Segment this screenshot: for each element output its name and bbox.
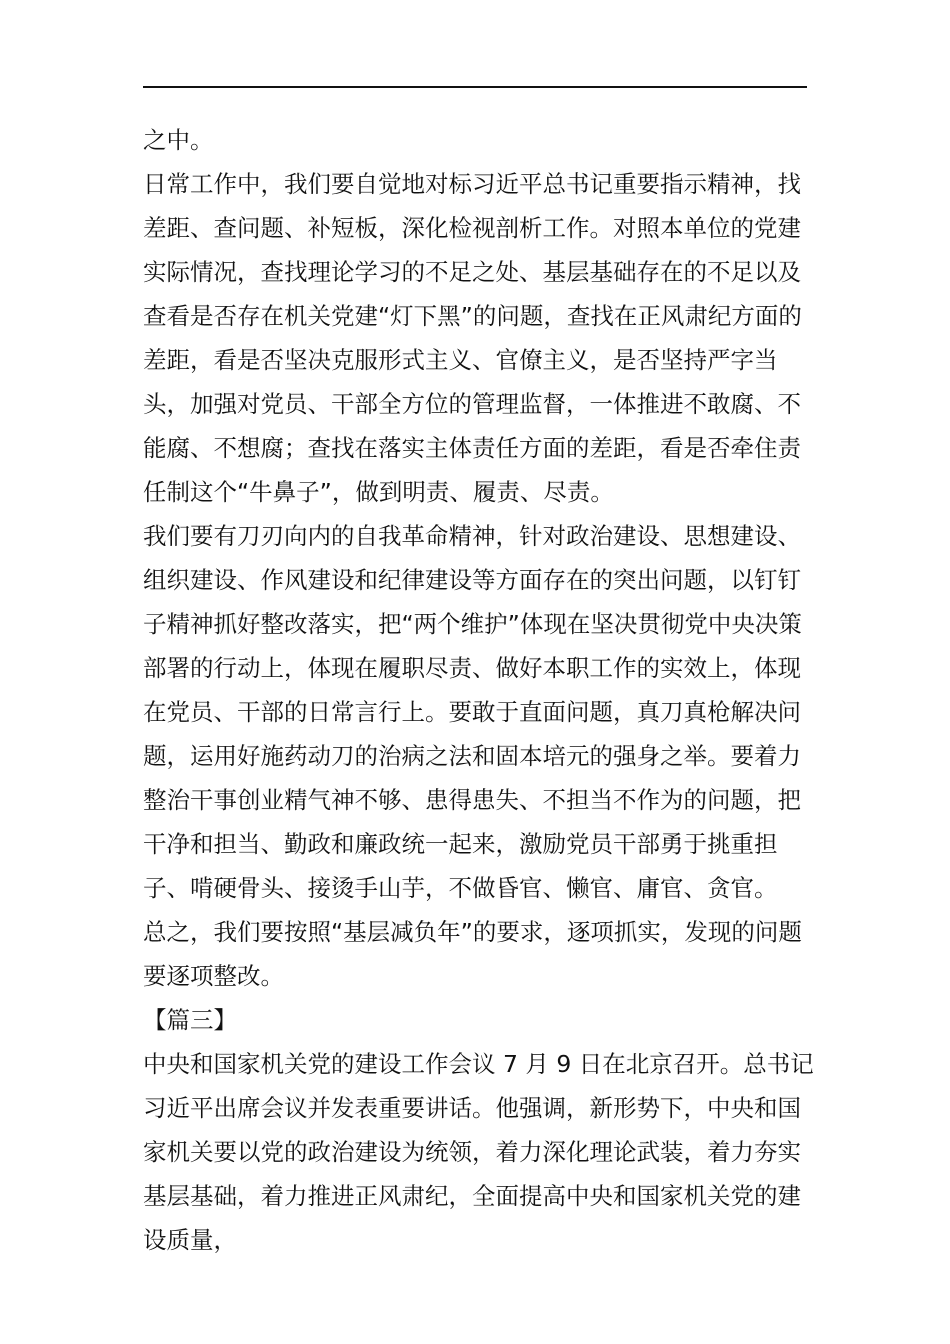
paragraph-self-revolution: 我们要有刀刃向内的自我革命精神，针对政治建设、思想建设、组织建设、作风建设和纪律建设等方面存在的突出问题，以钉钉子精神抓好整改落实，把“两个维护”体现在坚决贯彻党中央决策部署的行动上，体现在履职尽责、做好本职工作的实效上，体现在党员、干部的日常言行上。要敢于直面问题，真刀真枪解决问题，运用好施药动刀的治病之法和固本培元的强身之举。要着力整治干事创业精气神不够、患得患失、不担当不作为的问题，把干净和担当、勤政和廉政统一起来，激励党员干部勇于挑重担子、啃硬骨头、接烫手山芋，不做昏官、懒官、庸官、贪官。 bbox=[143, 522, 802, 902]
paragraph-section-three: 中央和国家机关党的建设工作会议 7 月 9 日在北京召开。总书记习近平出席会议并发表重要讲话。他强调，新形势下，中央和国家机关要以党的政治建设为统领，着力深化理论武装，着力夯实基层基础，着力推进正风肃纪，全面提高中央和国家机关党的建设质量， bbox=[143, 1050, 814, 1254]
header-rule bbox=[143, 86, 807, 88]
paragraph-daily-work: 日常工作中，我们要自觉地对标习近平总书记重要指示精神，找差距、查问题、补短板，深化检视剖析工作。对照本单位的党建实际情况，查找理论学习的不足之处、基层基础存在的不足以及查看是否存在机关党建“灯下黑”的问题，查找在正风肃纪方面的差距，看是否坚决克服形式主义、官僚主义，是否坚持严字当头，加强对党员、干部全方位的管理监督，一体推进不敢腐、不能腐、不想腐；查找在落实主体责任方面的差距，看是否牵住责任制这个“牛鼻子”，做到明责、履责、尽责。 bbox=[143, 170, 802, 506]
document-body bbox=[143, 118, 815, 1262]
paragraph-conclusion: 总之，我们要按照“基层减负年”的要求，逐项抓实，发现的问题要逐项整改。 bbox=[143, 918, 802, 990]
paragraph-continuation: 之中。 bbox=[143, 126, 214, 154]
section-heading: 【篇三】 bbox=[143, 1006, 237, 1034]
